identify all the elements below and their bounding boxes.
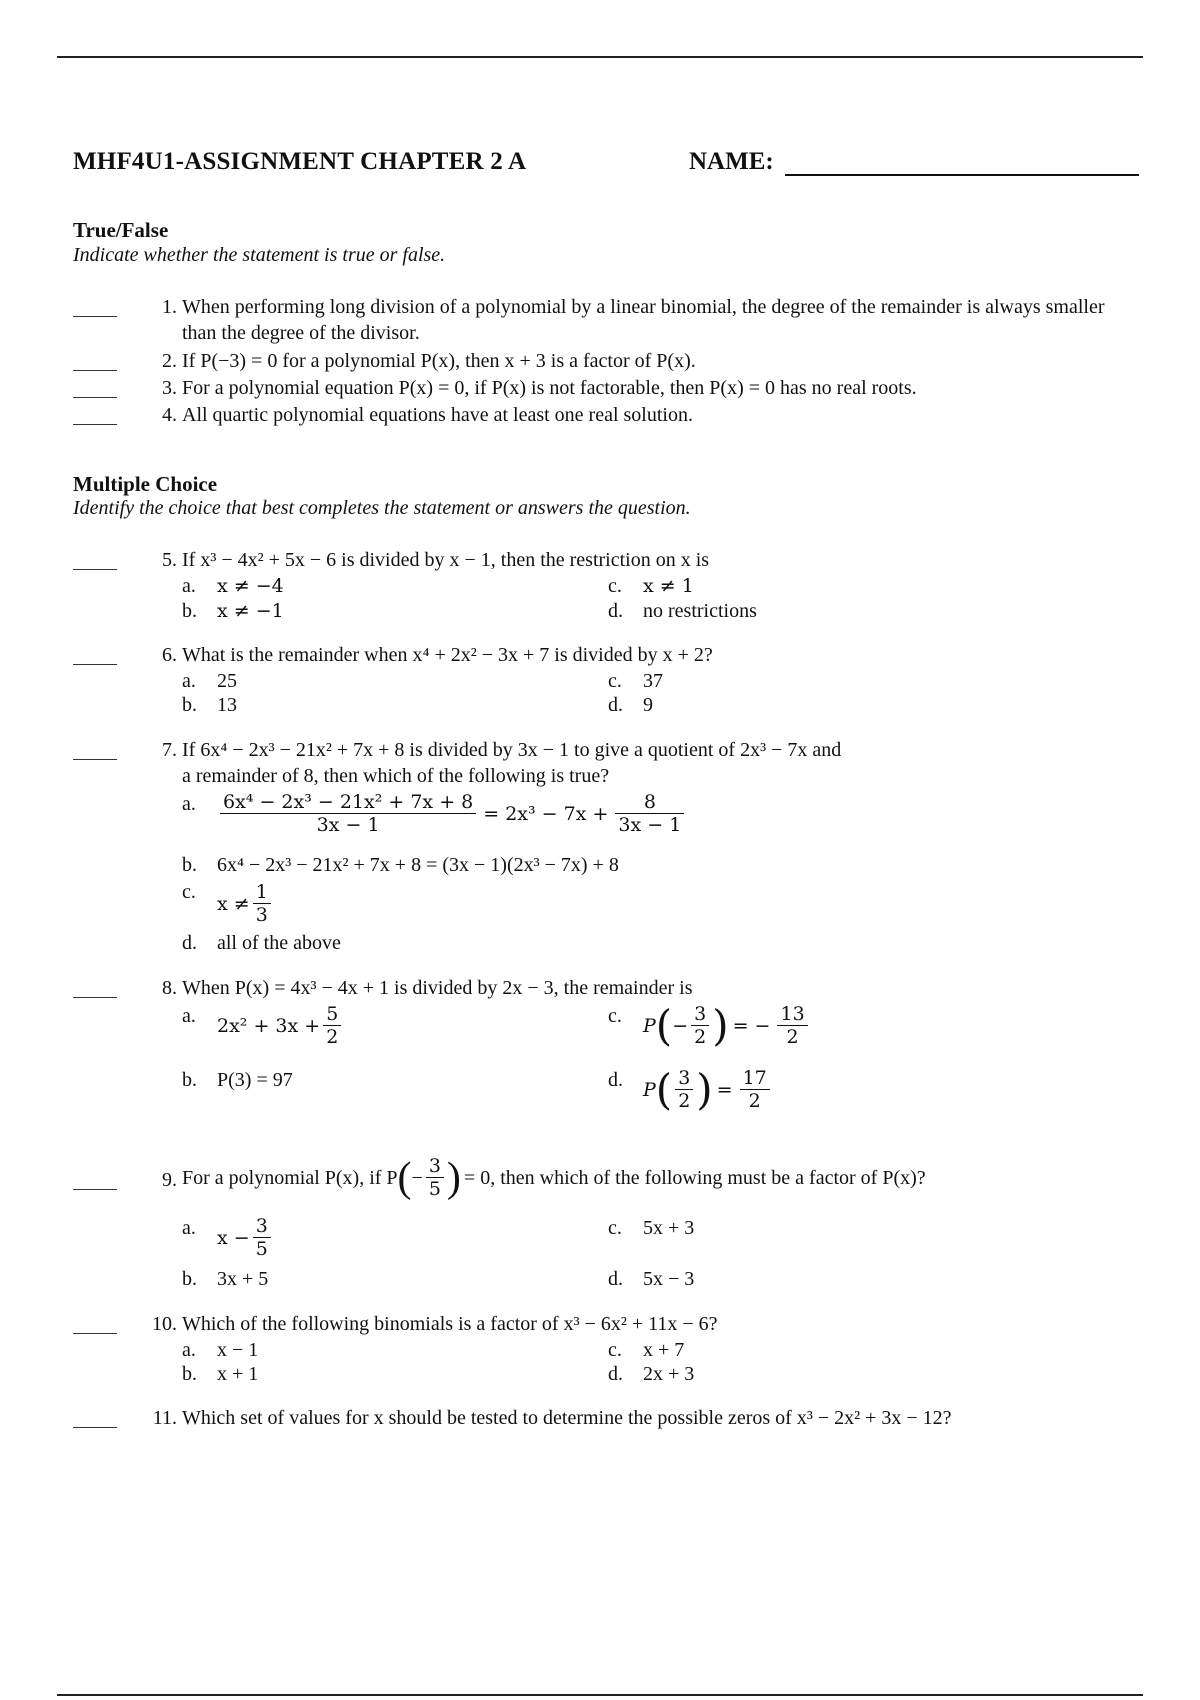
top-rule <box>57 56 1143 58</box>
question-number: 2. <box>162 350 177 372</box>
question-1 <box>73 294 1143 346</box>
question-5: 5. If x³ − 4x² + 5x − 6 is divided by x − 1, then the restriction on x is a. x ≠ −4 c. x ≠ 1 b. x ≠ −1 d. no restrictions <box>73 547 1143 627</box>
question-8: 8. When P(x) = 4x³ − 4x + 1 is divided by 2x − 3, the remainder is a. 2x² + 3x + $\frac{5}{2}$ c. P ( − $\frac{3}{2}$ ) = − $\frac{13}{2}$ b. P(3) = 97 d. P ( $\frac{3}{2}$ ) = $\frac{17}{2}$ <box>73 975 1143 1125</box>
answer-blank[interactable] <box>73 997 117 998</box>
name-label: NAME: <box>689 148 774 175</box>
option-d-text: 9 <box>643 694 653 716</box>
name-blank-line[interactable] <box>785 174 1139 176</box>
question-number: 8. <box>162 977 177 999</box>
option-c-text: 5x + 3 <box>643 1217 695 1239</box>
answer-blank[interactable] <box>73 424 117 425</box>
option-b-text: P(3) = 97 <box>217 1069 293 1091</box>
option-c-formula: x ≠ $\frac{1}{3}$ <box>217 881 274 926</box>
answer-blank[interactable] <box>73 1189 117 1190</box>
option-b-text: x + 1 <box>217 1363 259 1385</box>
option-a-formula: x − $\frac{3}{5}$ <box>217 1215 274 1260</box>
option-a[interactable]: a. x − $\frac{3}{5}$ <box>182 1215 382 1265</box>
option-a-text: 25 <box>217 670 237 692</box>
option-d[interactable]: d. P ( $\frac{3}{2}$ ) = $\frac{17}{2}$ <box>608 1067 908 1123</box>
question-text: Which set of values for x should be tested to determine the possible zeros of x³ − 2x² + 3x − 12? <box>182 1407 952 1429</box>
answer-blank[interactable] <box>73 664 117 665</box>
option-c[interactable]: c. x ≠ $\frac{1}{3}$ <box>182 879 382 929</box>
option-b-text: 6x⁴ − 2x³ − 21x² + 7x + 8 = (3x − 1)(2x³ − 7x) + 8 <box>217 854 619 876</box>
true-false-instruction: Indicate whether the statement is true or false. <box>73 244 446 266</box>
question-10: 10. Which of the following binomials is a factor of x³ − 6x² + 11x − 6? a. x − 1 c. x + 7 b. x + 1 d. 2x + 3 <box>73 1311 1143 1391</box>
multiple-choice-instruction: Identify the choice that best completes the statement or answers the question. <box>73 497 691 519</box>
option-d-text: no restrictions <box>643 600 757 622</box>
question-text: When performing long division of a polynomial by a linear binomial, the degree of the remainder is always smaller than the degree of the divisor. <box>182 296 1105 344</box>
question-number: 4. <box>162 404 177 426</box>
question-number: 9. <box>162 1169 177 1191</box>
multiple-choice-heading: Multiple Choice <box>73 472 218 496</box>
answer-blank[interactable] <box>73 569 117 570</box>
option-b-text: x ≠ −1 <box>217 600 284 622</box>
option-a-text: x ≠ −4 <box>217 575 284 597</box>
answer-blank[interactable] <box>73 1333 117 1334</box>
option-c[interactable]: c. P ( − $\frac{3}{2}$ ) = − $\frac{13}{2}$ <box>608 1003 908 1059</box>
answer-blank[interactable] <box>73 316 117 317</box>
option-c-text: x ≠ 1 <box>643 575 694 597</box>
option-c-text: 37 <box>643 670 663 692</box>
option-c-formula: P ( − $\frac{3}{2}$ ) = − $\frac{13}{2}$ <box>643 1003 811 1048</box>
option-d-text: all of the above <box>217 932 341 954</box>
question-text: Which of the following binomials is a factor of x³ − 6x² + 11x − 6? <box>182 1313 718 1335</box>
question-text: What is the remainder when x⁴ + 2x² − 3x + 7 is divided by x + 2? <box>182 644 713 666</box>
question-text: For a polynomial equation P(x) = 0, if P(x) is not factorable, then P(x) = 0 has no real roots. <box>182 377 917 399</box>
option-d-text: 2x + 3 <box>643 1363 695 1385</box>
option-b-text: 13 <box>217 694 237 716</box>
bottom-rule <box>57 1694 1143 1696</box>
option-a-text: x − 1 <box>217 1339 259 1361</box>
question-number: 10. <box>152 1313 177 1335</box>
question-number: 11. <box>152 1407 177 1429</box>
true-false-heading: True/False <box>73 218 169 242</box>
question-text: All quartic polynomial equations have at least one real solution. <box>182 404 693 426</box>
question-number: 6. <box>162 644 177 666</box>
option-a-formula: $\frac{\text{6x⁴ − 2x³ − 21x² + 7x + 8}}{3x - 1}$ = 2x³ − 7x + $\frac{8}{3x - 1}$ <box>217 791 687 836</box>
answer-blank[interactable] <box>73 759 117 760</box>
question-number: 7. <box>162 739 177 761</box>
question-text: If x³ − 4x² + 5x − 6 is divided by x − 1, then the restriction on x is <box>182 549 710 571</box>
option-a[interactable]: a. $\frac{\text{6x⁴ − 2x³ − 21x² + 7x + 8}}{3x - 1}$ = 2x³ − 7x + $\frac{8}{3x - 1}$ <box>182 791 682 847</box>
question-11 <box>73 1405 1143 1435</box>
answer-blank[interactable] <box>73 397 117 398</box>
question-number: 3. <box>162 377 177 399</box>
answer-blank[interactable] <box>73 370 117 371</box>
option-d-formula: P ( $\frac{3}{2}$ ) = $\frac{17}{2}$ <box>643 1067 773 1112</box>
question-6: 6. What is the remainder when x⁴ + 2x² − 3x + 7 is divided by x + 2? a. 25 c. 37 b. 13 d. 9 <box>73 642 1143 722</box>
option-d-text: 5x − 3 <box>643 1268 695 1290</box>
answer-blank[interactable] <box>73 1427 117 1428</box>
question-7: 7. If 6x⁴ − 2x³ − 21x² + 7x + 8 is divided by 3x − 1 to give a quotient of 2x³ − 7x and a remainder of 8, then which of the following is true? a. $\frac{\text{6x⁴ − 2x³ − 21x² + 7x + 8}}{3x - 1}$ = 2x³ − 7x + $\frac{8}{3x - 1}$ b. 6x⁴ − 2x³ − 21x² + 7x + 8 = (3x − 1)(2x³ − 7x) + 8 c. x ≠ $\frac{1}{3}$ d. all of the above <box>73 737 1143 957</box>
question-number: 5. <box>162 549 177 571</box>
option-c-text: x + 7 <box>643 1339 685 1361</box>
page-header <box>73 148 1140 188</box>
option-b-text: 3x + 5 <box>217 1268 269 1290</box>
question-9: 9. For a polynomial P(x), if P ( − $\frac{3}{5}$ ) = 0, then which of the following must be a factor of P(x)? a. x − $\frac{3}{5}$ c. 5x + 3 b. 3x + 5 d. 5x − 3 <box>73 1155 1143 1295</box>
option-a-formula: 2x² + 3x + $\frac{5}{2}$ <box>217 1003 344 1048</box>
option-a[interactable]: a. 2x² + 3x + $\frac{5}{2}$ <box>182 1003 482 1059</box>
question-text: When P(x) = 4x³ − 4x + 1 is divided by 2x − 3, the remainder is <box>182 977 693 999</box>
question-text-line-2: a remainder of 8, then which of the following is true? <box>182 765 610 787</box>
assignment-title: MHF4U1-ASSIGNMENT CHAPTER 2 A <box>73 148 527 175</box>
question-number: 1. <box>162 296 177 318</box>
question-text-line-1: If 6x⁴ − 2x³ − 21x² + 7x + 8 is divided by 3x − 1 to give a quotient of 2x³ − 7x and <box>182 739 842 761</box>
question-text: If P(−3) = 0 for a polynomial P(x), then x + 3 is a factor of P(x). <box>182 350 696 372</box>
question-text: For a polynomial P(x), if P ( − $\frac{3}{5}$ ) = 0, then which of the following must be a factor of P(x)? <box>182 1154 926 1201</box>
